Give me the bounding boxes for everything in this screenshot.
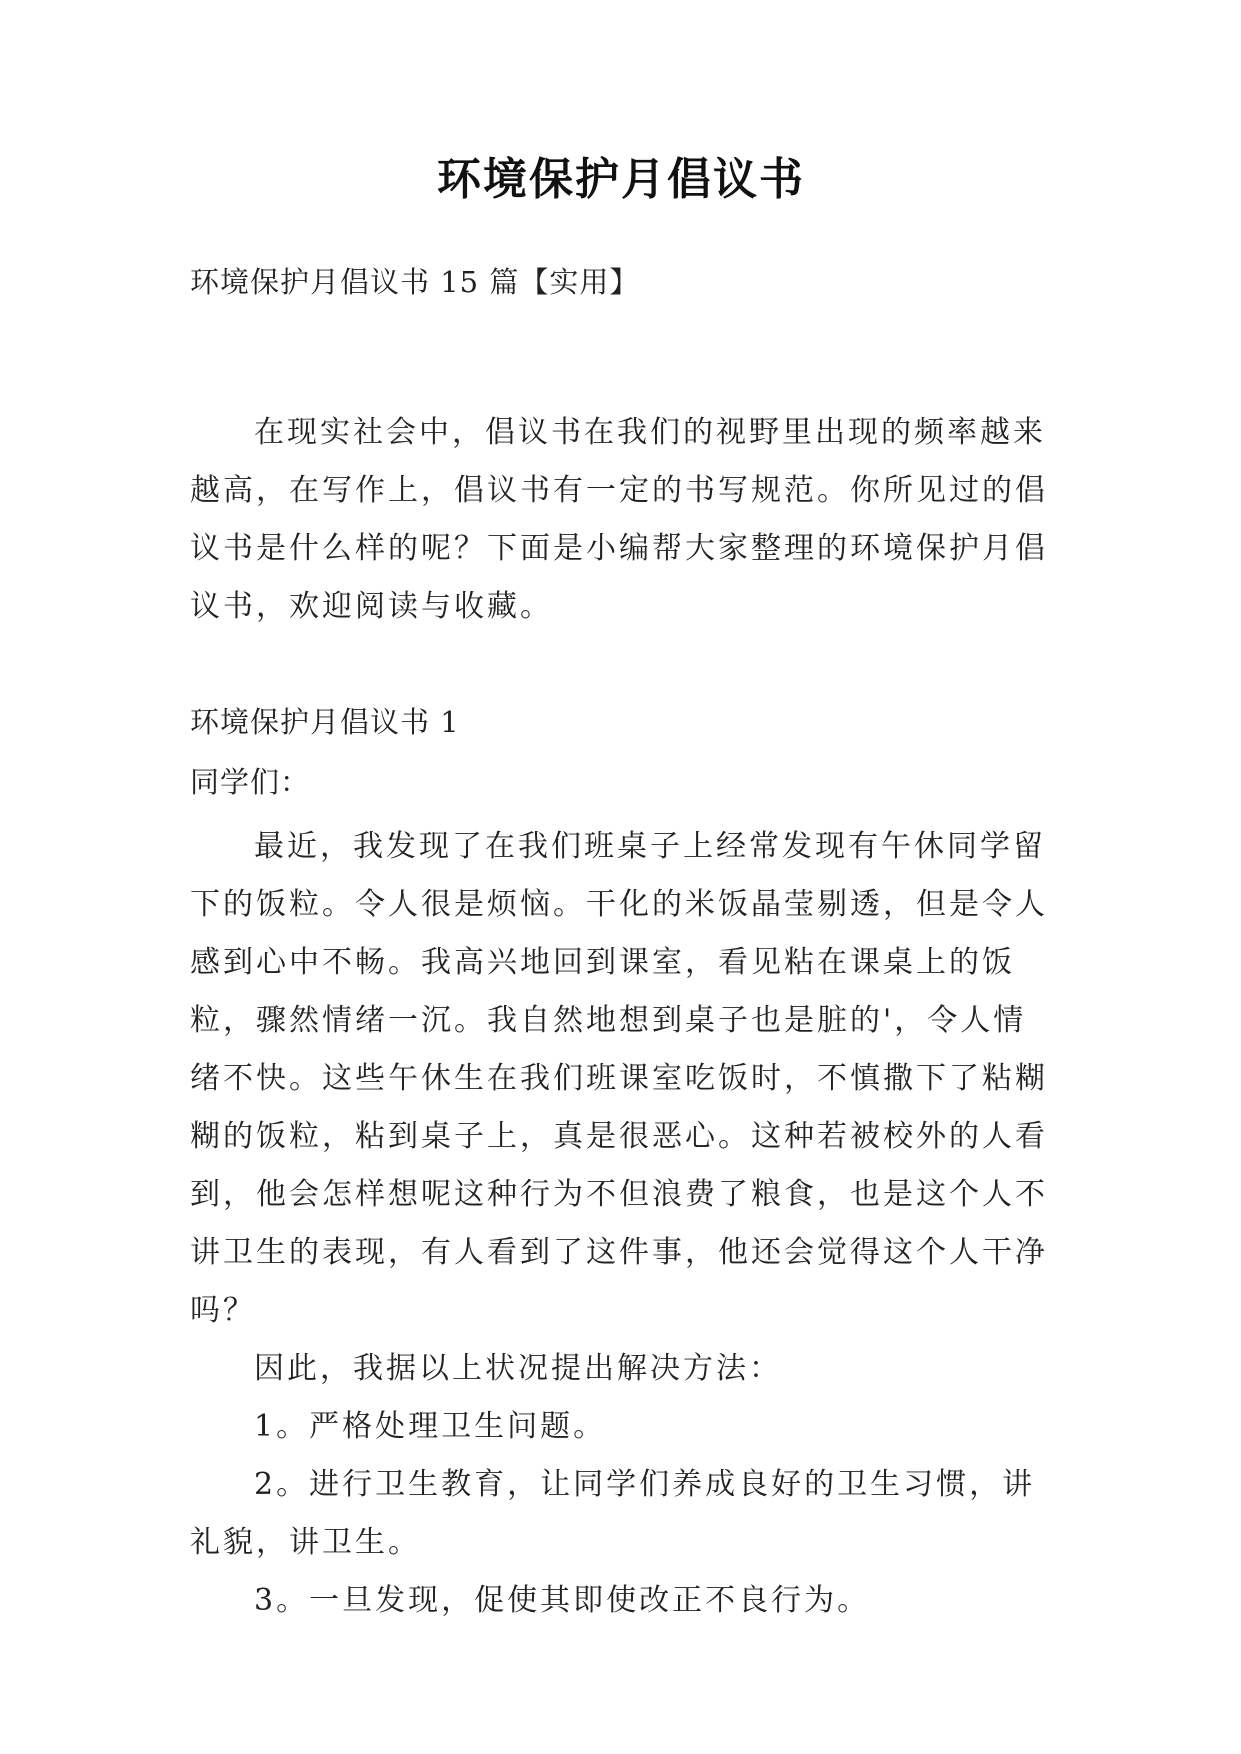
list-item: 1。严格处理卫生问题。	[254, 1409, 607, 1444]
letter-body	[190, 818, 1052, 1630]
document-title: 环境保护月倡议书	[437, 154, 805, 205]
section-title: 环境保护月倡议书 1	[190, 705, 460, 739]
list-item: 3。一旦发现，促使其即使改正不良行为。	[254, 1583, 871, 1618]
intro-paragraph: 在现实社会中，倡议书在我们的视野里出现的频率越来越高，在写作上，倡议书有一定的书写规范。你所见过的倡议书是什么样的呢？下面是小编帮大家整理的环境保护月倡议书，欢迎阅读与收藏。	[190, 415, 1048, 624]
document-subtitle: 环境保护月倡议书 15 篇【实用】	[190, 265, 640, 299]
body-paragraph: 最近，我发现了在我们班桌子上经常发现有午休同学留下的饭粒。令人很是烦恼。干化的米饭晶莹剔透，但是令人感到心中不畅。我高兴地回到课室，看见粘在课桌上的饭粒，骤然情绪一沉。我自然地想到桌子也是脏的'，令人情绪不快。这些午休生在我们班课室吃饭时，不慎撒下了粘糊糊的饭粒，粘到桌子上，真是很恶心。这种若被校外的人看到，他会怎样想呢这种行为不但浪费了粮食，也是这个人不讲卫生的表现，有人看到了这件事，他还会觉得这个人干净吗？	[190, 829, 1048, 1328]
salutation: 同学们：	[190, 765, 311, 799]
body-paragraph: 因此，我据以上状况提出解决方法：	[254, 1351, 782, 1386]
list-item: 2。进行卫生教育，让同学们养成良好的卫生习惯，讲礼貌，讲卫生。	[190, 1467, 1036, 1560]
